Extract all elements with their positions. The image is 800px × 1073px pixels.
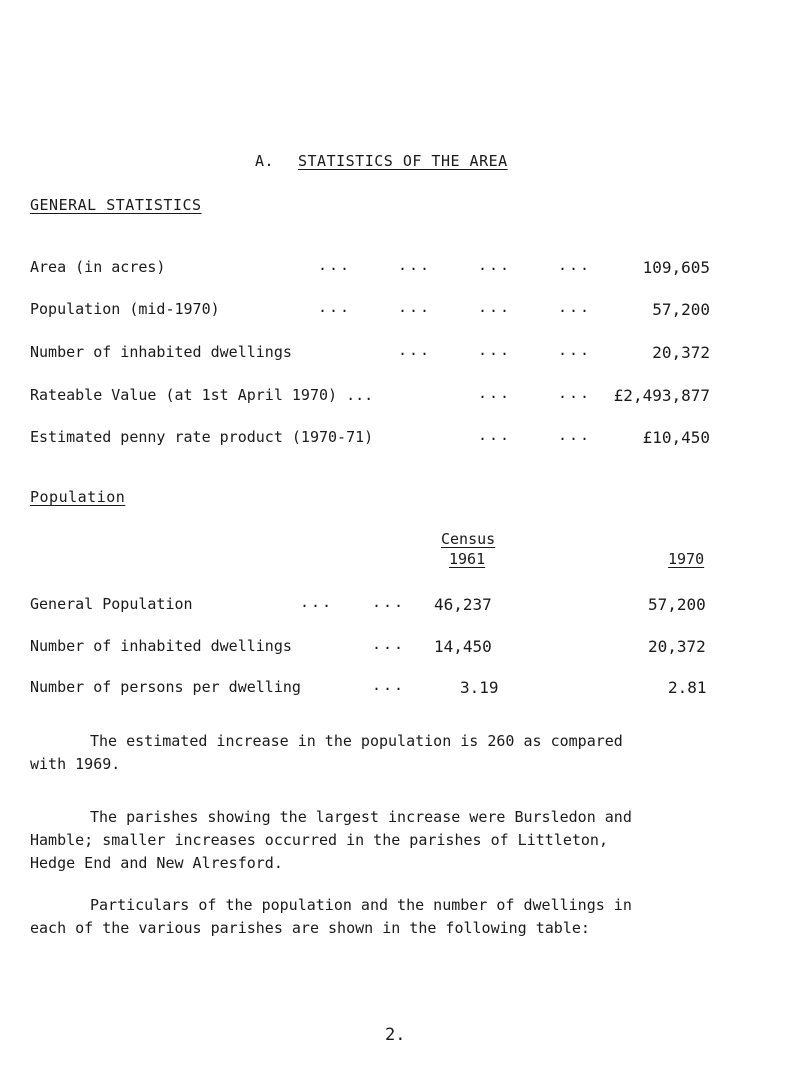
paragraph-parishes: The parishes showing the largest increase were Bursledon and Hamble; smaller increases occurred in the parishes of Littleton, Hedge End and New Alresford. [30,808,632,872]
stat-value-penny-rate: £10,450 [642,428,710,447]
page-number: 2. [385,1025,406,1045]
stat-value-area: 109,605 [642,258,710,277]
column-header-1970: 1970 [668,550,705,568]
census-label: Census [441,530,496,548]
section-letter: A. [255,152,275,170]
leader-dots: ... [478,384,512,402]
leader-dots: ... [372,593,406,611]
leader-dots: ... [558,426,592,444]
leader-dots: ... [372,676,406,694]
population-1961-persons: 3.19 [460,678,499,697]
leader-dots: ... [398,341,432,359]
stat-label-rateable-value: Rateable Value (at 1st April 1970) ... [30,386,374,404]
leader-dots: ... [318,298,352,316]
leader-dots: ... [398,298,432,316]
leader-dots: ... [300,593,334,611]
leader-dots: ... [558,384,592,402]
population-1961-dwellings: 14,450 [434,637,492,656]
population-1970-persons: 2.81 [668,678,707,697]
stat-label-penny-rate: Estimated penny rate product (1970-71) [30,428,374,446]
stat-label-dwellings: Number of inhabited dwellings [30,343,292,361]
leader-dots: ... [478,298,512,316]
leader-dots: ... [398,256,432,274]
leader-dots: ... [558,256,592,274]
leader-dots: ... [478,256,512,274]
leader-dots: ... [558,341,592,359]
stat-value-dwellings: 20,372 [652,343,710,362]
stat-label-area: Area (in acres) [30,258,166,276]
population-1970-general: 57,200 [648,595,706,614]
leader-dots: ... [558,298,592,316]
general-statistics-heading: GENERAL STATISTICS [30,196,202,214]
leader-dots: ... [318,256,352,274]
stat-label-population: Population (mid-1970) [30,300,220,318]
leader-dots: ... [478,426,512,444]
stat-value-rateable-value: £2,493,877 [613,386,710,405]
population-1970-dwellings: 20,372 [648,637,706,656]
section-title: STATISTICS OF THE AREA [298,152,508,170]
leader-dots: ... [478,341,512,359]
paragraph-particulars: Particulars of the population and the number of dwellings in each of the various parishes are shown in the following table: [30,896,632,937]
population-label-dwellings: Number of inhabited dwellings [30,637,292,655]
population-label-persons: Number of persons per dwelling [30,678,301,696]
column-header-1961: 1961 [449,550,486,568]
population-heading: Population [30,488,126,506]
leader-dots: ... [372,635,406,653]
stat-value-population: 57,200 [652,300,710,319]
population-1961-general: 46,237 [434,595,492,614]
population-label-general: General Population [30,595,193,613]
paragraph-increase: The estimated increase in the population is 260 as compared with 1969. [30,732,623,773]
